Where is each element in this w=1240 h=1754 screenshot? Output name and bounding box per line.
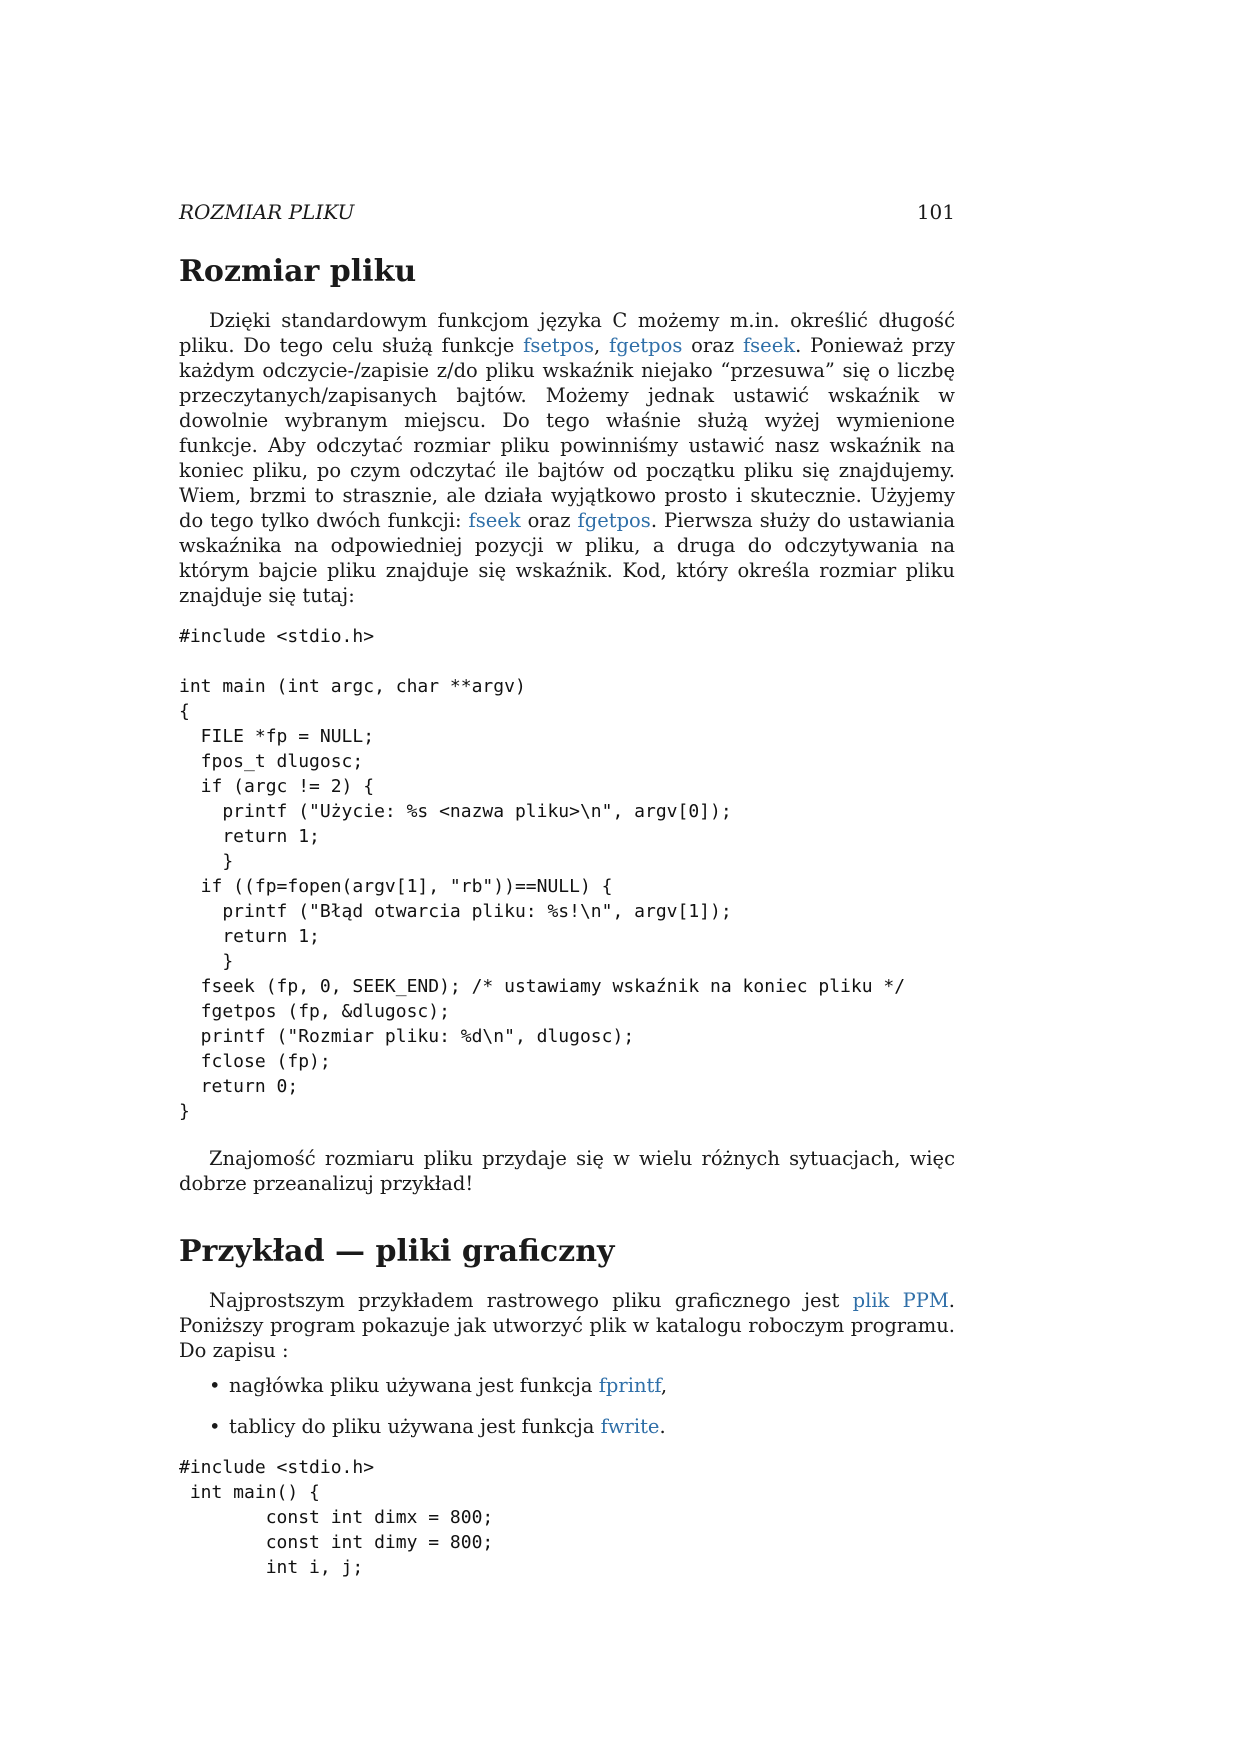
list-item-tail: . (659, 1415, 666, 1438)
text-run: oraz (682, 334, 743, 357)
section-title-file-size: Rozmiar pliku (179, 254, 417, 289)
link-fseek-2[interactable]: fseek (468, 509, 521, 532)
text-run: oraz (520, 509, 578, 532)
code-block-file-size: #include <stdio.h> int main (int argc, char **argv) { FILE *fp = NULL; fpos_t dlugosc; if (argc != 2) { printf ("Użycie: %s <nazwa pliku>\n", argv[0]); return 1; } if ((fp=fopen(argv[1], "rb"))==NULL) { printf ("Błąd otwarcia pliku: %s!\n", argv[1]); return 1; } fseek (fp, 0, SEEK_END); /* ustawiamy wskaźnik na koniec pliku */ fgetpos (fp, &dlugosc); printf ("Rozmiar pliku: %d\n", dlugosc); fclose (fp); return 0; } (179, 626, 906, 1122)
list-item-text: tablicy do pliku używana jest funkcja (229, 1415, 601, 1438)
text-run: . Pierwsza służy do ustawiania wskaźnika na odpowiedniej pozycji w pliku, a druga do odczytywania na którym bajcie pliku znajduje się wskaźnik. Kod, który określa rozmiar pliku znajduje się tutaj: (179, 509, 956, 607)
link-fwrite[interactable]: fwrite (600, 1415, 660, 1438)
page-content (179, 200, 955, 1580)
list-item (179, 1414, 955, 1439)
text-run: Dzięki standardowym funkcjom języka C możemy m.in. określić długość pliku. Do tego celu służą funkcje (179, 309, 955, 357)
paragraph-file-size-intro (179, 308, 955, 608)
list-item-tail: , (660, 1374, 668, 1397)
text-run: Najprostszym przykładem rastrowego pliku graficznego jest (209, 1289, 853, 1312)
page-number: 101 (916, 200, 955, 224)
link-ppm-file[interactable]: plik PPM (852, 1289, 949, 1312)
list-item-text: nagłówka pliku używana jest funkcja (229, 1374, 599, 1397)
paragraph-graphics-intro (179, 1288, 955, 1363)
running-head-title: ROZMIAR PLIKU (179, 200, 355, 224)
list-item (179, 1373, 955, 1398)
link-fgetpos-2[interactable]: fgetpos (577, 509, 651, 532)
code-block-ppm: #include <stdio.h> int main() { const int dimx = 800; const int dimy = 800; int i, j; (179, 1457, 494, 1578)
bullet-list (179, 1373, 955, 1439)
link-fseek[interactable]: fseek (742, 334, 796, 357)
running-head (179, 200, 955, 234)
link-fprintf[interactable]: fprintf (598, 1374, 661, 1397)
text-run: . Ponieważ przy każdym odczycie-/zapisie z/do pliku wskaźnik niejako “przesuwa” się o liczbę przeczytanych/zapisanych bajtów. Możemy jednak ustawić wskaźnik w dowolnie wybranym miejscu. Do tego właśnie służą wyżej wymienione funkcje. Aby odczytać rozmiar pliku powinniśmy ustawić nasz wskaźnik na koniec pliku, po czym odczytać ile bajtów od początku pliku się znajdujemy. Wiem, brzmi to strasznie, ale działa wyjątkowo prosto i skutecznie. Użyjemy do tego tylko dwóch funkcji: (179, 334, 955, 532)
text-run: . Poniższy program pokazuje jak utworzyć plik w katalogu roboczym programu. Do zapisu : (179, 1289, 955, 1362)
text-run: , (593, 334, 610, 357)
paragraph-file-size-outro: Znajomość rozmiaru pliku przydaje się w wielu różnych sytuacjach, więc dobrze przeanalizuj przykład! (179, 1147, 955, 1195)
link-fsetpos[interactable]: fsetpos (523, 334, 594, 357)
section-title-graphics-example: Przykład — pliki graficzny (179, 1234, 615, 1269)
link-fgetpos[interactable]: fgetpos (609, 334, 683, 357)
bullet-icon: • (209, 1415, 221, 1438)
bullet-icon: • (209, 1374, 221, 1397)
